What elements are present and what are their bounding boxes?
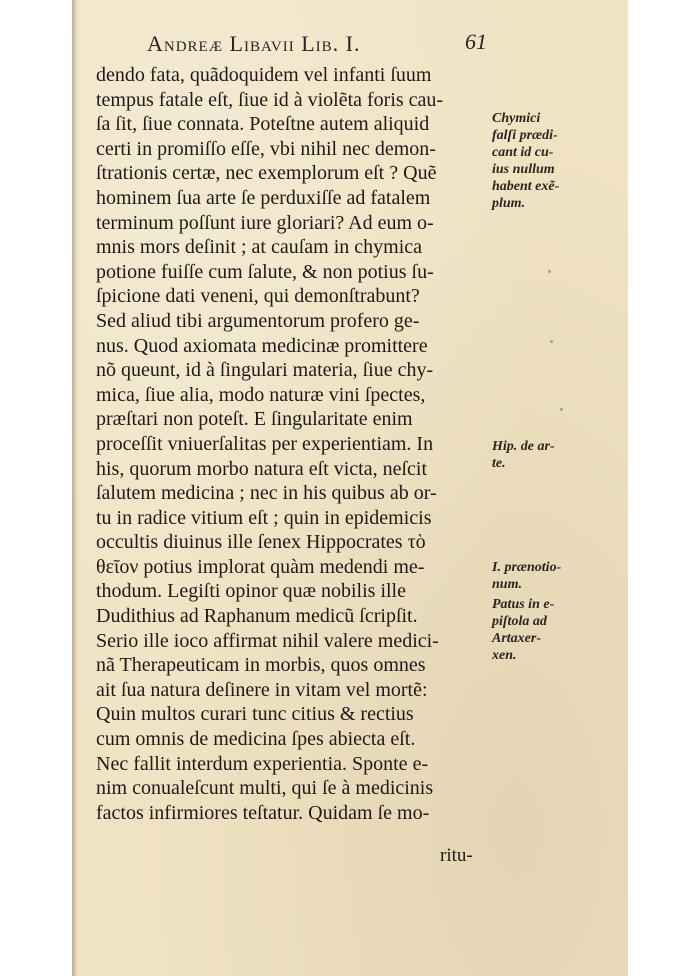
margin-note-epistola-artaxerxen — [492, 596, 602, 664]
running-head: Andreæ Libavii Lib. I. — [147, 31, 361, 56]
text-line: ſpicione dati veneni, qui demonſtrabunt? — [96, 285, 420, 308]
text-line: tempus fatale eſt, ſiue id à violẽta foris cau- — [96, 88, 444, 111]
folio-number: 61 — [465, 29, 487, 54]
main-text-block — [96, 63, 496, 825]
text-line: ſa ſit, ſiue connata. Poteſtne autem aliquid — [96, 113, 430, 136]
text-line: potione fuiſſe cum ſalute, & non potius ſu- — [96, 260, 434, 283]
text-line: Dudithius ad Raphanum medicũ ſcripſit. — [96, 605, 418, 628]
text-line: certi in promiſſo eſſe, vbi nihil nec demon- — [96, 137, 436, 160]
text-line: thodum. Legiſti opinor quæ nobilis ille — [96, 580, 406, 603]
text-line: ſtrationis certæ, nec exemplorum eſt ? Quẽ — [96, 162, 437, 185]
text-line: proceſſit vniuerſalitas per experientiam. In — [96, 432, 434, 455]
text-line: nõ queunt, id à ſingulari materia, ſiue chy- — [96, 359, 434, 382]
text-line: mnis mors deſinit ; at cauſam in chymica — [96, 236, 423, 259]
margin-note-line: Hip. de ar- — [492, 439, 555, 454]
text-line: ſalutem medicina ; nec in his quibus ab or- — [96, 482, 437, 505]
margin-note-line: Patus in e- — [492, 597, 555, 612]
text-line: mica, ſiue alia, modo naturæ vini ſpectes, — [96, 383, 426, 406]
catchword: ritu- — [440, 845, 473, 866]
margin-note-line: Artaxer- — [492, 631, 541, 646]
text-line: his, quorum morbo natura eſt victa, neſcit — [96, 457, 428, 480]
paper-speck — [560, 408, 563, 411]
text-line: nus. Quod axiomata medicinæ promittere — [96, 334, 428, 357]
margin-note-line: plum. — [492, 196, 526, 211]
text-line: nã Therapeuticam in morbis, quos omnes — [96, 654, 426, 677]
text-line: Nec fallit interdum experientia. Sponte e- — [96, 752, 429, 775]
margin-note-line: te. — [492, 456, 506, 471]
text-line: nim conualeſcunt multi, qui ſe à medicinis — [96, 777, 434, 800]
text-line: cum omnis de medicina ſpes abiecta eſt. — [96, 728, 416, 751]
margin-note-line: habent exẽ- — [492, 179, 560, 194]
text-line: dendo fata, quãdoquidem vel infanti ſuum — [96, 64, 432, 86]
margin-note-line: xen. — [492, 648, 517, 663]
text-line: ait ſua natura deſinere in vitam vel mortẽ: — [96, 678, 428, 701]
text-line: hominem ſua arte ſe perduxiſſe ad fatalem — [96, 186, 431, 209]
margin-note-hippocrates-de-arte — [492, 438, 602, 472]
margin-note-chymici — [492, 110, 602, 212]
paper-speck — [550, 340, 553, 343]
text-line: Quin multos curari tunc citius & rectius — [96, 703, 414, 726]
margin-note-line: I. prænotio- — [492, 560, 562, 575]
text-line: tu in radice vitium eſt ; quin in epidemicis — [96, 506, 432, 529]
text-line: occultis diuinus ille ſenex Hippocrates τὸ — [96, 531, 426, 554]
text-line: factos infirmiores teſtatur. Quidam ſe mo- — [96, 801, 430, 824]
margin-note-praenotionum — [492, 559, 602, 593]
margin-note-line: ius nullum — [492, 162, 555, 177]
text-line: Sed aliud tibi argumentorum profero ge- — [96, 309, 420, 332]
paper-speck — [548, 270, 551, 273]
text-line: terminum poſſunt iure gloriari? Ad eum o- — [96, 211, 434, 234]
margin-note-line: piſtola ad — [492, 614, 547, 629]
margin-note-line: cant id cu- — [492, 145, 554, 160]
margin-note-line: num. — [492, 577, 522, 592]
margin-note-line: falſi prædi- — [492, 128, 558, 143]
page-header — [147, 31, 487, 57]
text-line: Serio ille ioco affirmat nihil valere medici- — [96, 629, 439, 652]
text-line: θεῖον potius implorat quàm medendi me- — [96, 555, 425, 578]
margin-note-line: Chymici — [492, 111, 541, 126]
text-line: præſtari non poteſt. E ſingularitate enim — [96, 408, 413, 431]
